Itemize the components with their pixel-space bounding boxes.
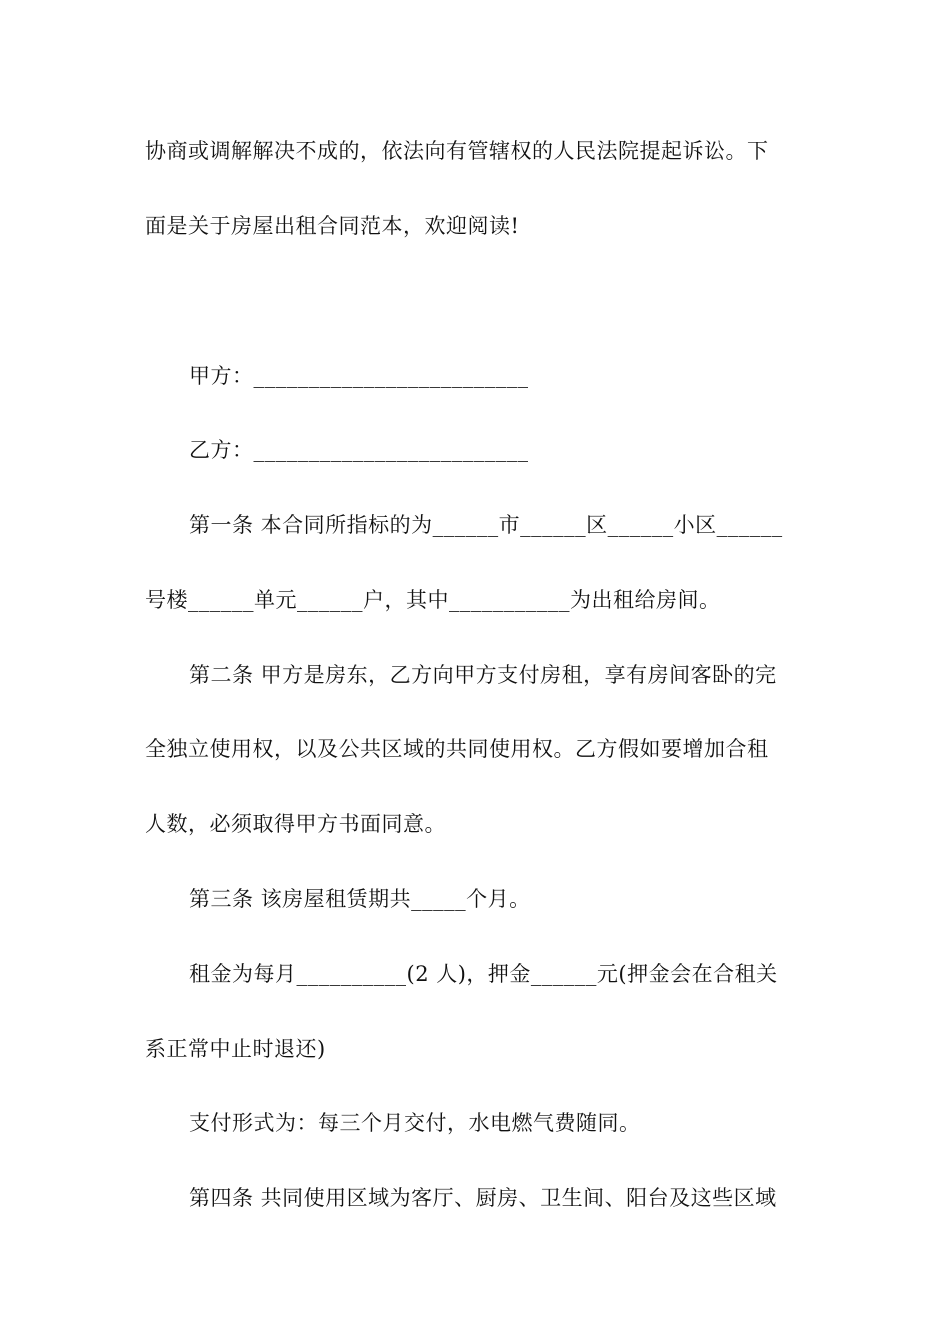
article-1-line-1: 第一条 本合同所指标的为______市______区______小区______: [189, 513, 783, 537]
rent-line-2: 系正常中止时退还): [145, 1037, 326, 1061]
article-2-line-3: 人数，必须取得甲方书面同意。: [145, 812, 446, 836]
intro-line-1: 协商或调解解决不成的，依法向有管辖权的人民法院提起诉讼。下: [145, 139, 769, 163]
payment-line: 支付形式为：每三个月交付，水电燃气费随同。: [189, 1111, 641, 1135]
article-3-line-1: 第三条 该房屋租赁期共_____个月。: [189, 887, 531, 911]
intro-line-2: 面是关于房屋出租合同范本，欢迎阅读!: [145, 214, 520, 238]
article-2-line-1: 第二条 甲方是房东，乙方向甲方支付房租，享有房间客卧的完: [189, 663, 777, 687]
party-a-field: 甲方：_________________________: [189, 364, 529, 388]
article-4-line-1: 第四条 共同使用区域为客厅、厨房、卫生间、阳台及这些区域: [189, 1186, 777, 1210]
party-b-field: 乙方：_________________________: [189, 438, 529, 462]
rent-line-1: 租金为每月__________(2 人)，押金______元(押金会在合租关: [189, 962, 778, 986]
article-1-line-2: 号楼______单元______户，其中___________为出租给房间。: [145, 588, 721, 612]
article-2-line-2: 全独立使用权，以及公共区域的共同使用权。乙方假如要增加合租: [145, 737, 769, 761]
